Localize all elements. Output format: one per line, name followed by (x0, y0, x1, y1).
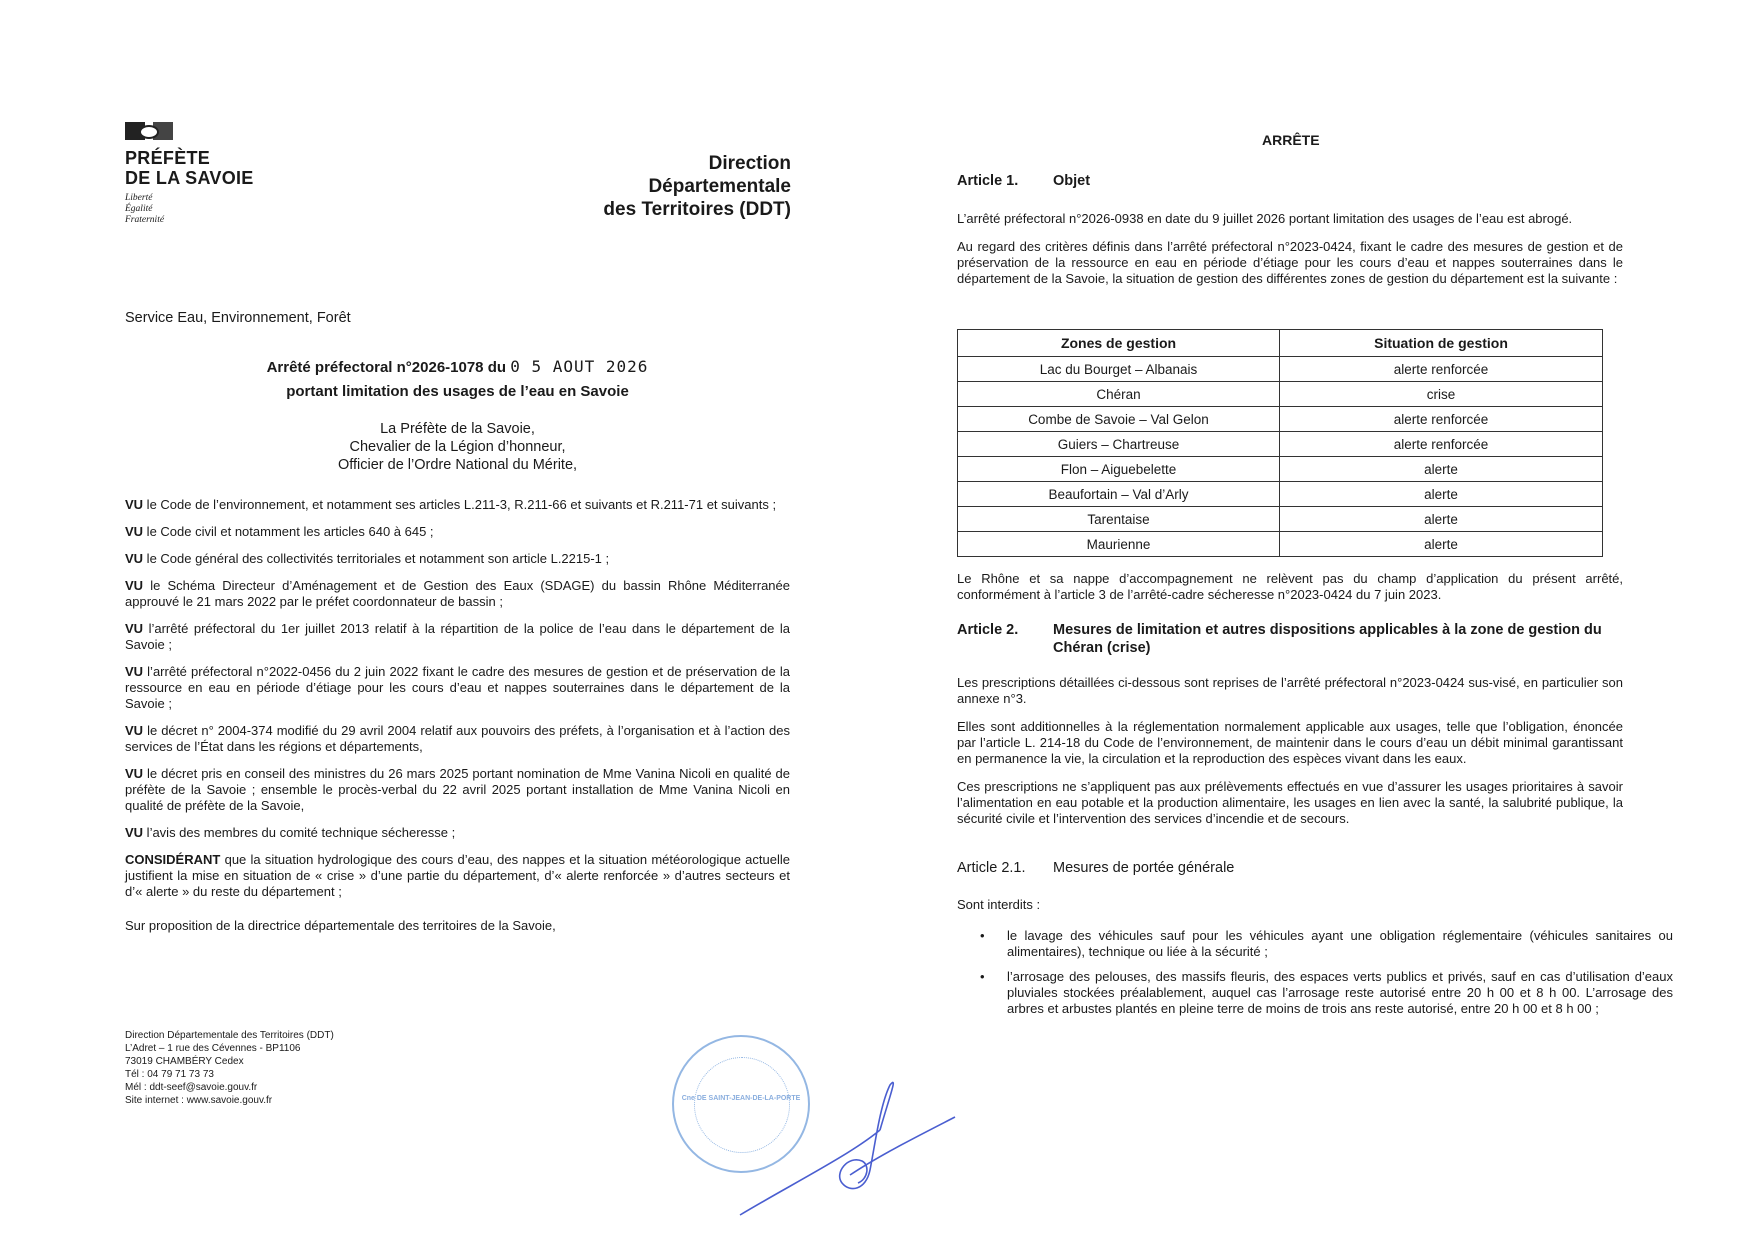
situation-cell: alerte renforcée (1280, 357, 1603, 382)
zones-table (957, 329, 1603, 557)
zone-cell: Tarentaise (958, 507, 1280, 532)
zone-cell: Combe de Savoie – Val Gelon (958, 407, 1280, 432)
situation-cell: alerte renforcée (1280, 432, 1603, 457)
list-item: • l’arrosage des pelouses, des massifs fleuris, des espaces verts publics et privés, sauf en cas d’utilisation d’eaux pluviales stockées préalablement, auquel cas l’arrosage reste autorisé entre 20 h 00 et 8 h 00. L’arrosage des arbres et arbustes plantés en pleine terre de moins de trois ans reste autorisé, entre 20 h 00 et 8 h 00 ; (1007, 969, 1673, 1017)
org-name-line2: DE LA SAVOIE (125, 168, 254, 188)
org-name (125, 148, 254, 188)
situation-cell: crise (1280, 382, 1603, 407)
article-2-title-line1: Mesures de limitation et autres dispositions applicables à la zone de gestion du (1053, 622, 1602, 638)
article-2-1-number: Article 2.1. (957, 860, 1026, 876)
article-1-title: Objet (1053, 173, 1091, 189)
zone-cell: Beaufortain – Val d’Arly (958, 482, 1280, 507)
visa-item: VU l’avis des membres du comité technique sécheresse ; (125, 825, 456, 840)
article-2-1-title: Mesures de portée générale (1053, 860, 1235, 876)
article-2-paragraph: Elles sont additionnelles à la réglementation normalement applicable aux usages, telle que l’obligation, énoncée par l’article L. 214-18 du Code de l’environnement, de maintenir dans le cours d’eau un débit minimal garantissant en permanence la vie, la circulation et la reproduction des espèces vivant dans les eaux. (957, 719, 1623, 766)
article-1-paragraph: Au regard des critères définis dans l’arrêté préfectoral n°2023-0424, fixant le cadre des mesures de gestion et de préservation de la ressource en eau en période d’étiage pour les cours d’eau et nappes souterraines dans le département de la Savoie, la situation de gestion des différentes zones de gestion du département est la suivante : (957, 239, 1623, 286)
table-row (958, 532, 1603, 557)
footer-line: Direction Départementale des Territoires (DDT) (125, 1030, 334, 1041)
table-row (958, 457, 1603, 482)
direction-line3: des Territoires (DDT) (603, 199, 791, 220)
footer-email: Mél : ddt-seef@savoie.gouv.fr (125, 1082, 258, 1093)
situation-cell: alerte (1280, 457, 1603, 482)
visa-item: VU le décret n° 2004-374 modifié du 29 avril 2004 relatif aux pouvoirs des préfets, à l’organisation et à l’action des services de l’État dans les régions et départements, (125, 723, 790, 754)
prefete-line1: La Préfète de la Savoie, (380, 421, 535, 437)
arrete-number: Arrêté préfectoral n°2026-1078 du (266, 359, 507, 376)
situation-cell: alerte (1280, 482, 1603, 507)
situation-cell: alerte renforcée (1280, 407, 1603, 432)
visas-list (125, 497, 790, 945)
arrete-title (125, 355, 790, 404)
article-2-title-line2: Chéran (crise) (1053, 640, 1151, 656)
visa-item: VU le Code civil et notamment les articles 640 à 645 ; (125, 524, 434, 539)
article-1-heading (957, 172, 1090, 190)
left-page (0, 0, 877, 1240)
visa-item: VU l’arrêté préfectoral du 1er juillet 2013 relatif à la répartition de la police de l’eau dans le département de la Savoie ; (125, 621, 790, 652)
table-row (958, 482, 1603, 507)
table-row (958, 357, 1603, 382)
article-2-title (1053, 621, 1602, 657)
article-2-1-intro-text: Sont interdits : (957, 897, 1041, 912)
article-1-number: Article 1. (957, 173, 1019, 189)
article-1-paragraph: L’arrêté préfectoral n°2026-0938 en date du 9 juillet 2026 portant limitation des usages de l’eau est abrogé. (957, 211, 1573, 226)
proposition-item: Sur proposition de la directrice départementale des territoires de la Savoie, (125, 918, 556, 933)
footer-line: L’Adret – 1 rue des Cévennes - BP1106 (125, 1043, 301, 1054)
visa-item: VU l’arrêté préfectoral n°2022-0456 du 2 juin 2022 fixant le cadre des mesures de gestion et de préservation de la ressource en eau en période d’étiage pour les cours d’eau et nappes souterraines dans le département de la Savoie ; (125, 664, 790, 711)
arrete-heading: ARRÊTE (1262, 132, 1320, 148)
prefete-line3: Officier de l’Ordre National du Mérite, (337, 457, 578, 473)
article-2-number: Article 2. (957, 622, 1019, 638)
marianne-logo-icon (125, 122, 173, 140)
table-row (958, 432, 1603, 457)
footer-phone: Tél : 04 79 71 73 73 (125, 1069, 214, 1080)
republic-motto (125, 193, 254, 226)
rhone-note-text: Le Rhône et sa nappe d’accompagnement ne relèvent pas du champ d’application du présent arrêté, conformément à l’article 3 de l’arrêté-cadre sécheresse n°2023-0424 du 7 juin 2023. (957, 571, 1623, 602)
direction-line2: Départementale (648, 176, 791, 197)
footer-website: Site internet : www.savoie.gouv.fr (125, 1095, 273, 1106)
article-2-heading (957, 621, 1602, 657)
motto-egalite: Égalité (125, 204, 153, 214)
table-header: Zones de gestion (958, 330, 1280, 357)
prefete-line2: Chevalier de la Légion d’honneur, (349, 439, 566, 455)
stamp-text: Cne DE SAINT-JEAN-DE-LA-PORTE (681, 1095, 801, 1102)
visa-item: VU le Code général des collectivités territoriales et notamment son article L.2215-1 ; (125, 551, 610, 566)
situation-cell: alerte (1280, 532, 1603, 557)
date-stamp: 0 5 AOUT 2026 (510, 357, 649, 376)
table-row (958, 407, 1603, 432)
zone-cell: Chéran (958, 382, 1280, 407)
motto-liberte: Liberté (125, 193, 153, 203)
table-row (958, 507, 1603, 532)
considerant-item: CONSIDÉRANT que la situation hydrologique des cours d’eau, des nappes et la situation météorologique actuelle justifient la mise en situation de « crise » d’une partie du département, d’« alerte renforcée » d’autres secteurs et d’« alerte » du reste du département ; (125, 852, 790, 899)
article-2-body (957, 675, 1623, 839)
table-row (958, 382, 1603, 407)
zone-cell: Guiers – Chartreuse (958, 432, 1280, 457)
zone-cell: Flon – Aiguebelette (958, 457, 1280, 482)
zone-cell: Maurienne (958, 532, 1280, 557)
article-2-1-intro (957, 897, 1623, 925)
direction-line1: Direction (708, 153, 791, 174)
table-header: Situation de gestion (1280, 330, 1603, 357)
footer-line: 73019 CHAMBÉRY Cedex (125, 1056, 244, 1067)
prefecture-logo (125, 122, 254, 226)
list-item: • le lavage des véhicules sauf pour les véhicules ayant une obligation réglementaire (véhicules sanitaires ou alimentaires), technique ou liée à la sécurité ; (1007, 928, 1673, 960)
visa-item: VU le Code de l’environnement, et notamment ses articles L.211-3, R.211-66 et suivants et R.211-71 et suivants ; (125, 497, 777, 512)
prefete-block (125, 420, 790, 474)
visa-item: VU le décret pris en conseil des ministres du 26 mars 2025 portant nomination de Mme Vanina Nicoli en qualité de préfète de la Savoie ; ensemble le procès-verbal du 22 avril 2025 portant installation de Mme Vanina Nicoli en qualité de préfète de la Savoie, (125, 766, 790, 813)
prohibitions-list (957, 928, 1673, 1026)
arrete-title-line1 (125, 355, 790, 380)
article-2-paragraph: Ces prescriptions ne s’appliquent pas aux prélèvements effectués en vue d’assurer les usages prioritaires à savoir l’alimentation en eau potable et la production alimentaire, les usages en lien avec la santé, la salubrité publique, la sécurité civile et l’intervention des services d’incendie et de secours. (957, 779, 1623, 826)
article-1-body (957, 211, 1623, 299)
address-footer (125, 1029, 334, 1107)
visa-item: VU le Schéma Directeur d’Aménagement et de Gestion des Eaux (SDAGE) du bassin Rhône Méditerranée approuvé le 21 mars 2022 par le préfet coordonnateur de bassin ; (125, 578, 790, 609)
rhone-note (957, 571, 1623, 615)
arrete-title-line2: portant limitation des usages de l’eau en Savoie (286, 383, 629, 400)
motto-fraternite: Fraternité (125, 215, 165, 225)
article-2-paragraph: Les prescriptions détaillées ci-dessous sont reprises de l’arrêté préfectoral n°2023-0424 sus-visé, en particulier son annexe n°3. (957, 675, 1623, 706)
service-name: Service Eau, Environnement, Forêt (125, 310, 351, 326)
direction-title (603, 152, 791, 221)
article-2-1-heading (957, 859, 1234, 877)
situation-cell: alerte (1280, 507, 1603, 532)
org-name-line1: PRÉFÈTE (125, 148, 211, 168)
table-header-row (958, 330, 1603, 357)
zone-cell: Lac du Bourget – Albanais (958, 357, 1280, 382)
